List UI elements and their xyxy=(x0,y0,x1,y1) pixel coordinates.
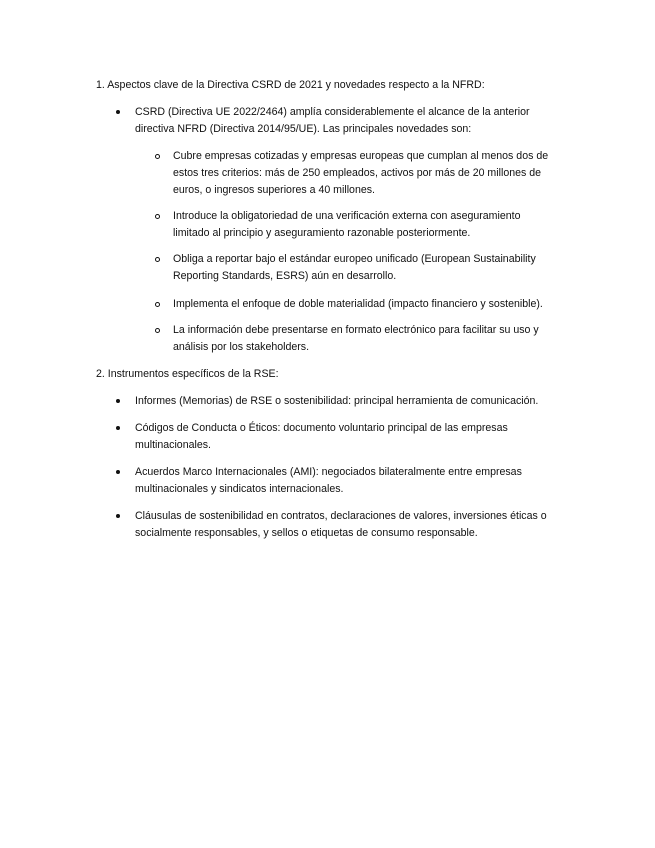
sub-item-text: La información debe presentarse en formato electrónico para facilitar su uso y análisis por los stakeholders. xyxy=(173,324,539,353)
sub-item-text: Implementa el enfoque de doble materialidad (impacto financiero y sostenible). xyxy=(173,298,543,310)
section-2-list-item xyxy=(135,464,557,498)
section-2-list-item xyxy=(135,393,557,410)
sub-item-text: Introduce la obligatoriedad de una verificación externa con aseguramiento limitado al principio y aseguramiento razonable posteriormente. xyxy=(173,210,521,239)
sub-list-item xyxy=(173,148,559,199)
sub-item-text: Cubre empresas cotizadas y empresas europeas que cumplan al menos dos de estos tres criterios: más de 250 empleados, activos por más de 20 millones de euros, o ingresos superiores a 40 millones. xyxy=(173,150,549,196)
sub-list-item xyxy=(173,296,559,313)
sub-list-item xyxy=(173,322,559,356)
section-2-list-item xyxy=(135,508,557,542)
bullet-text: CSRD (Directiva UE 2022/2464) amplía considerablemente el alcance de la anterior directiva NFRD (Directiva 2014/95/UE). Las principales novedades son: xyxy=(135,106,530,135)
bullet-text: Acuerdos Marco Internacionales (AMI): negociados bilateralmente entre empresas multinacionales y sindicatos internacionales. xyxy=(135,466,522,495)
bullet-text: Cláusulas de sostenibilidad en contratos, declaraciones de valores, inversiones éticas o socialmente responsables, y sellos o etiquetas de consumo responsable. xyxy=(135,510,547,539)
sub-list-item xyxy=(173,251,559,285)
bullet-text: Informes (Memorias) de RSE o sostenibilidad: principal herramienta de comunicación. xyxy=(135,395,539,407)
section-2-list-item xyxy=(135,420,557,454)
sub-item-text: Obliga a reportar bajo el estándar europeo unificado (European Sustainability Reporting Standards, ESRS) aún en desarrollo. xyxy=(173,253,536,282)
section-2-heading: 2. Instrumentos específicos de la RSE: xyxy=(96,368,279,380)
sub-list-item xyxy=(173,208,559,242)
section-1-bullet xyxy=(135,104,557,138)
bullet-text: Códigos de Conducta o Éticos: documento voluntario principal de las empresas multinacionales. xyxy=(135,422,508,451)
section-1-heading: 1. Aspectos clave de la Directiva CSRD de 2021 y novedades respecto a la NFRD: xyxy=(96,79,485,91)
